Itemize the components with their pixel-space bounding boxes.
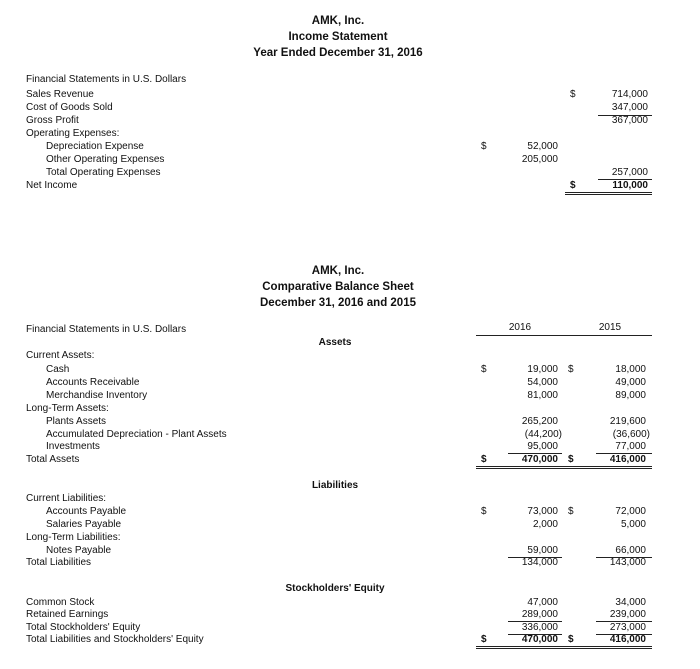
bs-company: AMK, Inc. xyxy=(311,265,365,277)
bs-total-assets-dollar-2015: $ xyxy=(568,454,574,465)
bs-assets-header: Assets xyxy=(318,337,352,348)
is-total-opex-value: 257,000 xyxy=(611,167,648,178)
bs-current-liabilities-header: Current Liabilities: xyxy=(26,493,107,504)
bs-currency-note: Financial Statements in U.S. Dollars xyxy=(26,324,187,335)
bs-ap-2015: 72,000 xyxy=(615,506,646,517)
is-total-opex-label: Total Operating Expenses xyxy=(46,167,161,178)
bs-ar-2016: 54,000 xyxy=(527,377,558,388)
bs-total-liabilities-2016: 134,000 xyxy=(521,557,558,568)
is-dep-value: 52,000 xyxy=(527,141,558,152)
is-cogs-value: 347,000 xyxy=(611,102,648,113)
bs-accum-dep-2016: (44,200) xyxy=(524,429,562,440)
bs-cash-label: Cash xyxy=(46,364,70,375)
is-other-value: 205,000 xyxy=(521,154,558,165)
bs-total-assets-2016: 470,000 xyxy=(521,454,558,465)
bs-common-stock-2016: 47,000 xyxy=(527,597,558,608)
bs-plant-2015: 219,600 xyxy=(609,416,646,427)
bs-total-equity-2015: 273,000 xyxy=(609,622,646,633)
bs-salaries-2015: 5,000 xyxy=(620,519,646,530)
bs-cash-dollar-2015: $ xyxy=(568,364,574,375)
bs-total-assets-dollar-2016: $ xyxy=(481,454,487,465)
is-other-label: Other Operating Expenses xyxy=(46,154,165,165)
bs-liabilities-header: Liabilities xyxy=(311,480,359,491)
is-net-double-underline xyxy=(565,192,652,195)
bs-salaries-2016: 2,000 xyxy=(532,519,558,530)
bs-salaries-label: Salaries Payable xyxy=(46,519,122,530)
bs-common-stock-label: Common Stock xyxy=(26,597,95,608)
bs-year-2015: 2015 xyxy=(598,322,622,333)
bs-notes-label: Notes Payable xyxy=(46,545,112,556)
bs-investments-2016: 95,000 xyxy=(527,441,558,452)
bs-total-le-2016: 470,000 xyxy=(521,634,558,645)
bs-inventory-2016: 81,000 xyxy=(527,390,558,401)
bs-total-assets-2015: 416,000 xyxy=(609,454,646,465)
bs-cash-dollar-2016: $ xyxy=(481,364,487,375)
bs-plant-label: Plants Assets xyxy=(46,416,107,427)
is-currency-note: Financial Statements in U.S. Dollars xyxy=(26,74,187,85)
bs-ap-label: Accounts Payable xyxy=(46,506,127,517)
is-opex-header: Operating Expenses: xyxy=(26,128,120,139)
is-dep-label: Depreciation Expense xyxy=(46,141,144,152)
is-gross-label: Gross Profit xyxy=(26,115,79,126)
bs-ar-2015: 49,000 xyxy=(615,377,646,388)
is-title: Income Statement xyxy=(288,31,388,43)
bs-year-header-rule xyxy=(476,335,652,336)
bs-ap-dollar-2016: $ xyxy=(481,506,487,517)
is-sales-value: 714,000 xyxy=(611,89,648,100)
bs-ar-label: Accounts Receivable xyxy=(46,377,140,388)
bs-cash-2016: 19,000 xyxy=(527,364,558,375)
bs-total-liabilities-2015: 143,000 xyxy=(609,557,646,568)
bs-accum-dep-label: Accumulated Depreciation - Plant Assets xyxy=(46,429,227,440)
bs-long-term-assets-header: Long-Term Assets: xyxy=(26,403,109,414)
bs-long-term-liabilities-header: Long-Term Liabilities: xyxy=(26,532,121,543)
bs-total-assets-label: Total Assets xyxy=(26,454,80,465)
bs-total-liabilities-label: Total Liabilities xyxy=(26,557,92,568)
is-dep-dollar: $ xyxy=(481,141,487,152)
is-cogs-label: Cost of Goods Sold xyxy=(26,102,113,113)
bs-common-stock-2015: 34,000 xyxy=(615,597,646,608)
is-gross-value: 367,000 xyxy=(611,115,648,126)
bs-inventory-2015: 89,000 xyxy=(615,390,646,401)
bs-plant-2016: 265,200 xyxy=(521,416,558,427)
bs-current-assets-header: Current Assets: xyxy=(26,350,95,361)
is-net-value: 110,000 xyxy=(612,180,648,191)
bs-retained-2015: 239,000 xyxy=(609,609,646,620)
bs-total-le-double-underline xyxy=(476,646,652,649)
bs-total-le-dollar-2016: $ xyxy=(481,634,487,645)
bs-retained-2016: 289,000 xyxy=(521,609,558,620)
bs-period: December 31, 2016 and 2015 xyxy=(260,297,416,309)
bs-investments-label: Investments xyxy=(46,441,100,452)
bs-investments-2015: 77,000 xyxy=(615,441,646,452)
bs-cash-2015: 18,000 xyxy=(615,364,646,375)
is-net-label: Net Income xyxy=(26,180,78,191)
bs-ap-2016: 73,000 xyxy=(527,506,558,517)
bs-accum-dep-2015: (36,600) xyxy=(612,429,650,440)
bs-total-equity-label: Total Stockholders' Equity xyxy=(26,622,141,633)
is-period: Year Ended December 31, 2016 xyxy=(253,47,423,59)
bs-notes-2016: 59,000 xyxy=(527,545,558,556)
bs-total-le-label: Total Liabilities and Stockholders' Equity xyxy=(26,634,204,645)
is-sales-label: Sales Revenue xyxy=(26,89,94,100)
bs-total-le-dollar-2015: $ xyxy=(568,634,574,645)
bs-title: Comparative Balance Sheet xyxy=(262,281,414,293)
is-sales-dollar: $ xyxy=(570,89,576,100)
is-net-dollar: $ xyxy=(570,180,576,191)
is-company: AMK, Inc. xyxy=(311,15,365,27)
bs-ap-dollar-2015: $ xyxy=(568,506,574,517)
bs-equity-header: Stockholders' Equity xyxy=(285,583,385,594)
bs-notes-2015: 66,000 xyxy=(615,545,646,556)
bs-retained-label: Retained Earnings xyxy=(26,609,109,620)
bs-total-assets-double-underline xyxy=(476,466,652,469)
bs-total-le-2015: 416,000 xyxy=(609,634,646,645)
bs-inventory-label: Merchandise Inventory xyxy=(46,390,148,401)
bs-total-equity-2016: 336,000 xyxy=(521,622,558,633)
bs-year-2016: 2016 xyxy=(508,322,532,333)
